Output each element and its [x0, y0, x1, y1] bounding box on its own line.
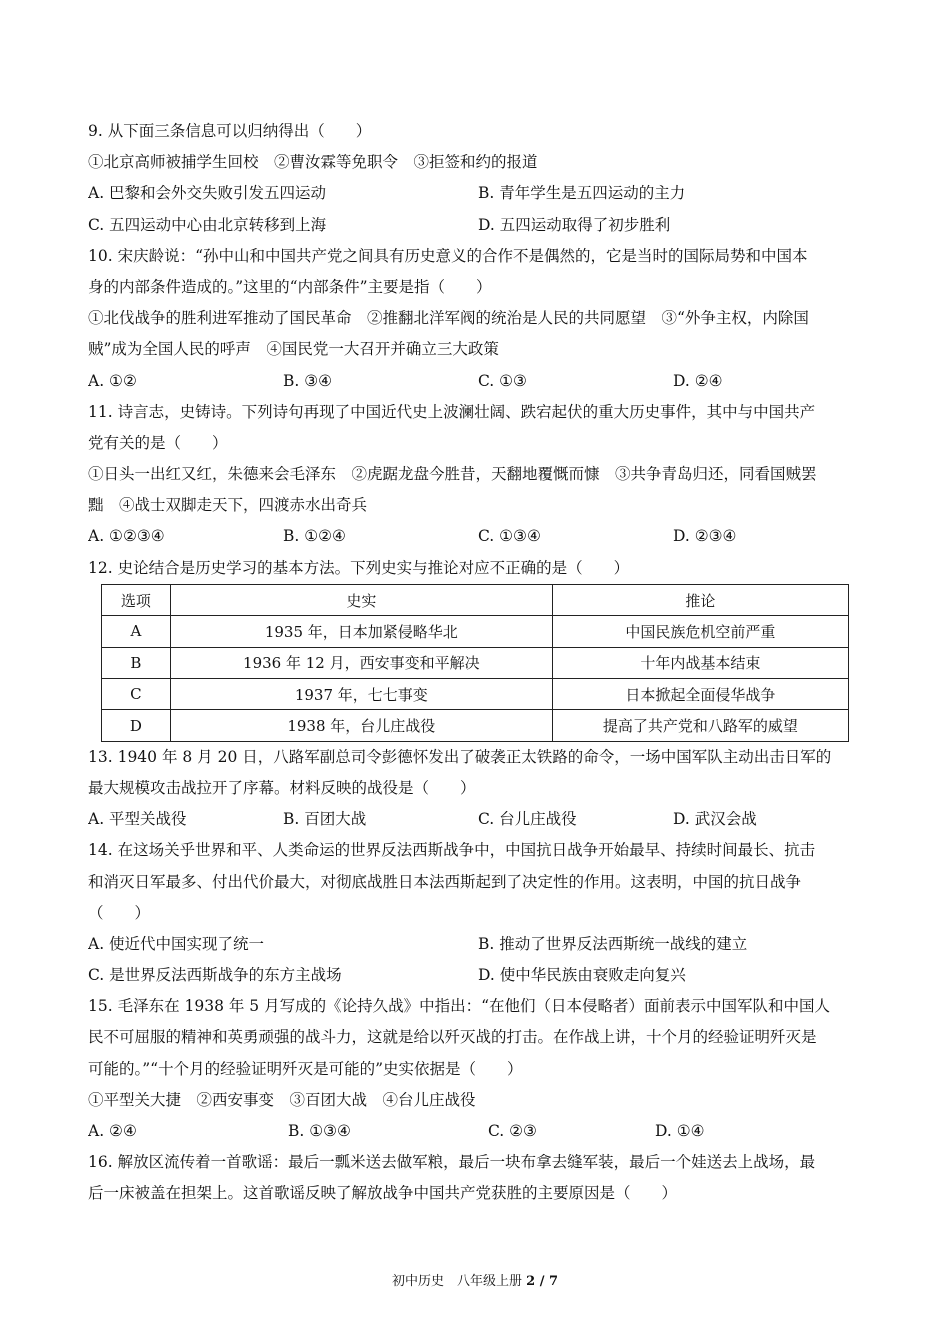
question-info: 贼”成为全国人民的呼声 ④国民党一大召开并确立三大政策: [88, 340, 499, 359]
question-15: [88, 991, 868, 1147]
option-row: [88, 178, 868, 209]
table-cell: D: [102, 710, 171, 741]
question-stem: 14. 在这场关乎世界和平、人类命运的世界反法西斯战争中，中国抗日战争开始最早、持续时间最长、抗击: [88, 841, 816, 860]
option-d: D. 五四运动取得了初步胜利: [478, 215, 671, 234]
table-header: 推论: [552, 584, 848, 615]
question-list: [88, 116, 868, 1210]
table-cell: B: [102, 647, 171, 678]
table-cell: 中国民族危机空前严重: [552, 616, 848, 647]
option-c: C. ①③: [478, 371, 527, 390]
question-12: [88, 553, 868, 742]
option-b: B. ③④: [283, 371, 333, 390]
question-info: 黜 ④战士双脚走天下，四渡赤水出奇兵: [88, 496, 368, 515]
question-stem: 民不可屈服的精神和英勇顽强的战斗力，这就是给以歼灭战的打击。在作战上讲，十个月的经验证明歼灭是: [88, 1028, 817, 1047]
option-c: C. 是世界反法西斯战争的东方主战场: [88, 966, 342, 985]
table-cell: 十年内战基本结束: [552, 647, 848, 678]
option-b: B. 青年学生是五四运动的主力: [478, 184, 686, 203]
table-header: 史实: [170, 584, 552, 615]
question-stem: 党有关的是（ ）: [88, 433, 228, 452]
question-stem: 10. 宋庆龄说：“孙中山和中国共产党之间具有历史意义的合作不是偶然的，它是当时的国际局势和中国本: [88, 246, 808, 265]
option-row: [88, 521, 868, 552]
option-d: D. ②④: [673, 371, 723, 390]
table-header-row: [102, 584, 849, 615]
footer-text: 初中历史 八年级上册: [391, 1274, 527, 1289]
question-stem: 15. 毛泽东在 1938 年 5 月写成的《论持久战》中指出：“在他们（日本侵略者）面前表示中国军队和中国人: [88, 997, 831, 1016]
question-14: [88, 835, 868, 991]
option-d: D. ①④: [655, 1122, 705, 1141]
option-d: D. ②③④: [673, 527, 737, 546]
option-c: C. 台儿庄战役: [478, 810, 577, 829]
option-d: D. 武汉会战: [673, 810, 757, 829]
history-table: [101, 584, 849, 742]
option-a: A. ①②: [88, 371, 137, 390]
option-row: [88, 960, 868, 991]
option-b: B. 百团大战: [283, 810, 367, 829]
option-c: C. 五四运动中心由北京转移到上海: [88, 215, 327, 234]
option-a: A. ②④: [88, 1122, 137, 1141]
question-stem: 和消灭日军最多、付出代价最大，对彻底战胜日本法西斯起到了决定性的作用。这表明，中国的抗日战争: [88, 872, 802, 891]
question-info: ①北京高师被捕学生回校 ②曹汝霖等免职令 ③拒签和约的报道: [88, 153, 538, 172]
table-cell: 1936 年 12 月，西安事变和平解决: [170, 647, 552, 678]
question-16: [88, 1147, 868, 1209]
question-stem: 13. 1940 年 8 月 20 日，八路军副总司令彭德怀发出了破袭正太铁路的命令，一场中国军队主动出击日军的: [88, 747, 832, 766]
option-b: B. ①③④: [288, 1122, 351, 1141]
option-c: C. ①③④: [478, 527, 541, 546]
table-cell: 1937 年，七七事变: [170, 678, 552, 709]
page-number: 2 / 7: [526, 1274, 559, 1289]
question-stem: 身的内部条件造成的。”这里的“内部条件”主要是指（ ）: [88, 277, 492, 296]
table-cell: 日本掀起全面侵华战争: [552, 678, 848, 709]
option-a: A. 使近代中国实现了统一: [88, 934, 265, 953]
option-b: B. ①②④: [283, 527, 346, 546]
option-row: [88, 366, 868, 397]
question-stem: 9. 从下面三条信息可以归纳得出（ ）: [88, 122, 372, 140]
question-13: [88, 742, 868, 836]
option-a: A. 平型关战役: [88, 810, 187, 829]
table-cell: 1935 年，日本加紧侵略华北: [170, 616, 552, 647]
table-cell: 1938 年，台儿庄战役: [170, 710, 552, 741]
question-stem: （ ）: [88, 903, 151, 922]
question-stem: 11. 诗言志，史铸诗。下列诗句再现了中国近代史上波澜壮阔、跌宕起伏的重大历史事件，其中与中国共产: [88, 402, 816, 421]
option-a: A. 巴黎和会外交失败引发五四运动: [88, 184, 327, 203]
option-row: [88, 210, 868, 241]
option-a: A. ①②③④: [88, 527, 165, 546]
question-stem: 16. 解放区流传着一首歌谣：最后一瓢米送去做军粮，最后一块布拿去缝军装，最后一个娃送去上战场，最: [88, 1153, 816, 1172]
option-d: D. 使中华民族由衰败走向复兴: [478, 966, 686, 985]
option-row: [88, 1116, 868, 1147]
option-row: [88, 929, 868, 960]
table-cell: C: [102, 678, 171, 709]
question-stem: 12. 史论结合是历史学习的基本方法。下列史实与推论对应不正确的是（ ）: [88, 558, 630, 577]
question-stem: 最大规模攻击战拉开了序幕。材料反映的战役是（ ）: [88, 778, 476, 797]
table-row: [102, 678, 849, 709]
question-stem: 可能的。”“十个月的经验证明歼灭是可能的”史实依据是（ ）: [88, 1059, 523, 1078]
question-11: [88, 397, 868, 553]
table-cell: A: [102, 616, 171, 647]
question-info: ①日头一出红又红，朱德来会毛泽东 ②虎踞龙盘今胜昔，天翻地覆慨而慷 ③共争青岛归还，同看国贼罢: [88, 465, 817, 484]
table-row: [102, 647, 849, 678]
table-header: 选项: [102, 584, 171, 615]
question-9: [88, 116, 868, 241]
table-cell: 提高了共产党和八路军的威望: [552, 710, 848, 741]
question-stem: 后一床被盖在担架上。这首歌谣反映了解放战争中国共产党获胜的主要原因是（ ）: [88, 1184, 678, 1203]
question-10: [88, 241, 868, 397]
option-b: B. 推动了世界反法西斯统一战线的建立: [478, 934, 748, 953]
table-row: [102, 616, 849, 647]
option-row: [88, 804, 868, 835]
page-footer: [0, 1270, 950, 1289]
table-row: [102, 710, 849, 741]
question-info: ①平型关大捷 ②西安事变 ③百团大战 ④台儿庄战役: [88, 1090, 476, 1109]
option-c: C. ②③: [488, 1122, 537, 1141]
question-info: ①北伐战争的胜利进军推动了国民革命 ②推翻北洋军阀的统治是人民的共同愿望 ③“外争主权，内除国: [88, 309, 809, 328]
